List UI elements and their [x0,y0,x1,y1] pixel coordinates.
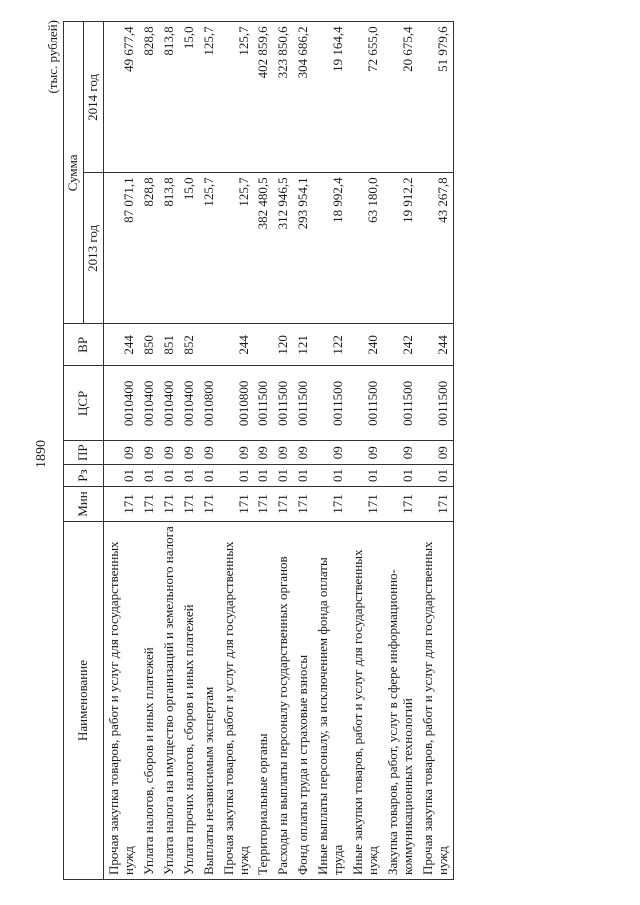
header-2013: 2013 год [84,173,104,324]
cell-pr: 09 [219,441,254,465]
cell-y2013: 293 954,1 [293,173,313,324]
cell-y2014: 15,0 [179,22,199,173]
cell-vr: 242 [383,324,418,366]
cell-vr: 121 [293,324,313,366]
cell-min: 171 [253,487,273,522]
cell-rz: 01 [159,465,179,487]
cell-pr: 09 [199,441,219,465]
cell-rz: 01 [418,465,453,487]
cell-csr: 0011500 [293,366,313,441]
cell-csr: 0010800 [219,366,254,441]
cell-min: 171 [348,487,383,522]
cell-rz: 01 [313,465,348,487]
cell-name: Выплаты независимым экспертам [199,522,219,880]
table-row [293,22,313,880]
cell-name: Уплата налога на имущество организаций и земельного налога [159,522,179,880]
cell-vr: 240 [348,324,383,366]
cell-rz: 01 [219,465,254,487]
cell-rz: 01 [273,465,293,487]
cell-name: Уплата прочих налогов, сборов и иных платежей [179,522,199,880]
cell-y2014: 125,7 [219,22,254,173]
cell-vr: 122 [313,324,348,366]
table-row [418,22,453,880]
cell-csr: 0011500 [253,366,273,441]
cell-vr [253,324,273,366]
header-rz: Рз [64,465,104,487]
cell-name: Уплата налогов, сборов и иных платежей [139,522,159,880]
cell-pr: 09 [103,441,138,465]
cell-pr: 09 [418,441,453,465]
cell-y2014: 20 675,4 [383,22,418,173]
cell-pr: 09 [313,441,348,465]
cell-pr: 09 [273,441,293,465]
cell-vr: 244 [219,324,254,366]
cell-pr: 09 [179,441,199,465]
header-sum: Сумма [64,22,84,324]
cell-y2013: 813,8 [159,173,179,324]
cell-vr: 850 [139,324,159,366]
cell-y2014: 828,8 [139,22,159,173]
cell-csr: 0011500 [273,366,293,441]
cell-y2014: 49 677,4 [103,22,138,173]
cell-y2013: 125,7 [199,173,219,324]
table-row [219,22,254,880]
cell-rz: 01 [199,465,219,487]
cell-min: 171 [103,487,138,522]
cell-y2013: 15,0 [179,173,199,324]
cell-vr: 244 [103,324,138,366]
cell-name: Иные выплаты персоналу, за исключением фонда оплаты труда [313,522,348,880]
cell-vr: 244 [418,324,453,366]
cell-name: Иные закупки товаров, работ и услуг для государственных нужд [348,522,383,880]
header-csr: ЦСР [64,366,104,441]
cell-y2014: 19 164,4 [313,22,348,173]
table-row [159,22,179,880]
cell-csr: 0011500 [383,366,418,441]
cell-min: 171 [313,487,348,522]
table-row [253,22,273,880]
cell-pr: 09 [383,441,418,465]
cell-y2013: 312 946,5 [273,173,293,324]
cell-y2013: 18 992,4 [313,173,348,324]
cell-csr: 0011500 [418,366,453,441]
cell-y2013: 382 480,5 [253,173,273,324]
header-vr: ВР [64,324,104,366]
cell-y2014: 51 979,6 [418,22,453,173]
cell-vr: 120 [273,324,293,366]
cell-min: 171 [273,487,293,522]
cell-name: Прочая закупка товаров, работ и услуг для государственных нужд [219,522,254,880]
cell-name: Закупка товаров, работ, услуг в сфере информационно-коммуникационных технологий [383,522,418,880]
table-row [103,22,138,880]
cell-y2014: 72 655,0 [348,22,383,173]
cell-name: Расходы на выплаты персоналу государственных органов [273,522,293,880]
cell-y2014: 125,7 [199,22,219,173]
cell-csr: 0010400 [179,366,199,441]
table-row [313,22,348,880]
table-row [179,22,199,880]
header-min: Мин [64,487,104,522]
table-row [199,22,219,880]
table-row [273,22,293,880]
cell-min: 171 [383,487,418,522]
cell-pr: 09 [293,441,313,465]
cell-rz: 01 [179,465,199,487]
header-name: Наименование [64,522,104,880]
cell-vr: 851 [159,324,179,366]
table-row [348,22,383,880]
cell-name: Прочая закупка товаров, работ и услуг для государственных нужд [103,522,138,880]
cell-rz: 01 [253,465,273,487]
cell-y2014: 323 850,6 [273,22,293,173]
cell-pr: 09 [139,441,159,465]
cell-csr: 0010400 [159,366,179,441]
cell-rz: 01 [293,465,313,487]
cell-csr: 0011500 [348,366,383,441]
cell-y2013: 125,7 [219,173,254,324]
cell-y2013: 19 912,2 [383,173,418,324]
cell-min: 171 [418,487,453,522]
cell-pr: 09 [348,441,383,465]
cell-rz: 01 [348,465,383,487]
cell-rz: 01 [139,465,159,487]
header-2014: 2014 год [84,22,104,173]
table-body [103,22,453,880]
cell-pr: 09 [159,441,179,465]
page-number-text: 1890 [34,440,49,468]
cell-min: 171 [159,487,179,522]
cell-rz: 01 [383,465,418,487]
table-row [139,22,159,880]
cell-csr: 0010400 [139,366,159,441]
cell-min: 171 [139,487,159,522]
header-pr: ПР [64,441,104,465]
cell-pr: 09 [253,441,273,465]
cell-csr: 0010800 [199,366,219,441]
cell-y2013: 87 071,1 [103,173,138,324]
cell-vr: 852 [179,324,199,366]
cell-name: Территориальные органы [253,522,273,880]
cell-rz: 01 [103,465,138,487]
cell-min: 171 [199,487,219,522]
units-label: (тыс. рублей) [45,20,60,94]
cell-vr [199,324,219,366]
cell-min: 171 [219,487,254,522]
cell-name: Фонд оплаты труда и страховые взносы [293,522,313,880]
table-row [383,22,418,880]
cell-name: Прочая закупка товаров, работ и услуг для государственных нужд [418,522,453,880]
cell-y2014: 813,8 [159,22,179,173]
cell-min: 171 [293,487,313,522]
cell-csr: 0010400 [103,366,138,441]
cell-y2013: 43 267,8 [418,173,453,324]
budget-table [63,21,454,880]
cell-y2013: 828,8 [139,173,159,324]
cell-y2014: 402 859,6 [253,22,273,173]
cell-y2013: 63 180,0 [348,173,383,324]
cell-min: 171 [179,487,199,522]
cell-y2014: 304 686,2 [293,22,313,173]
table-header [64,22,104,880]
cell-csr: 0011500 [313,366,348,441]
